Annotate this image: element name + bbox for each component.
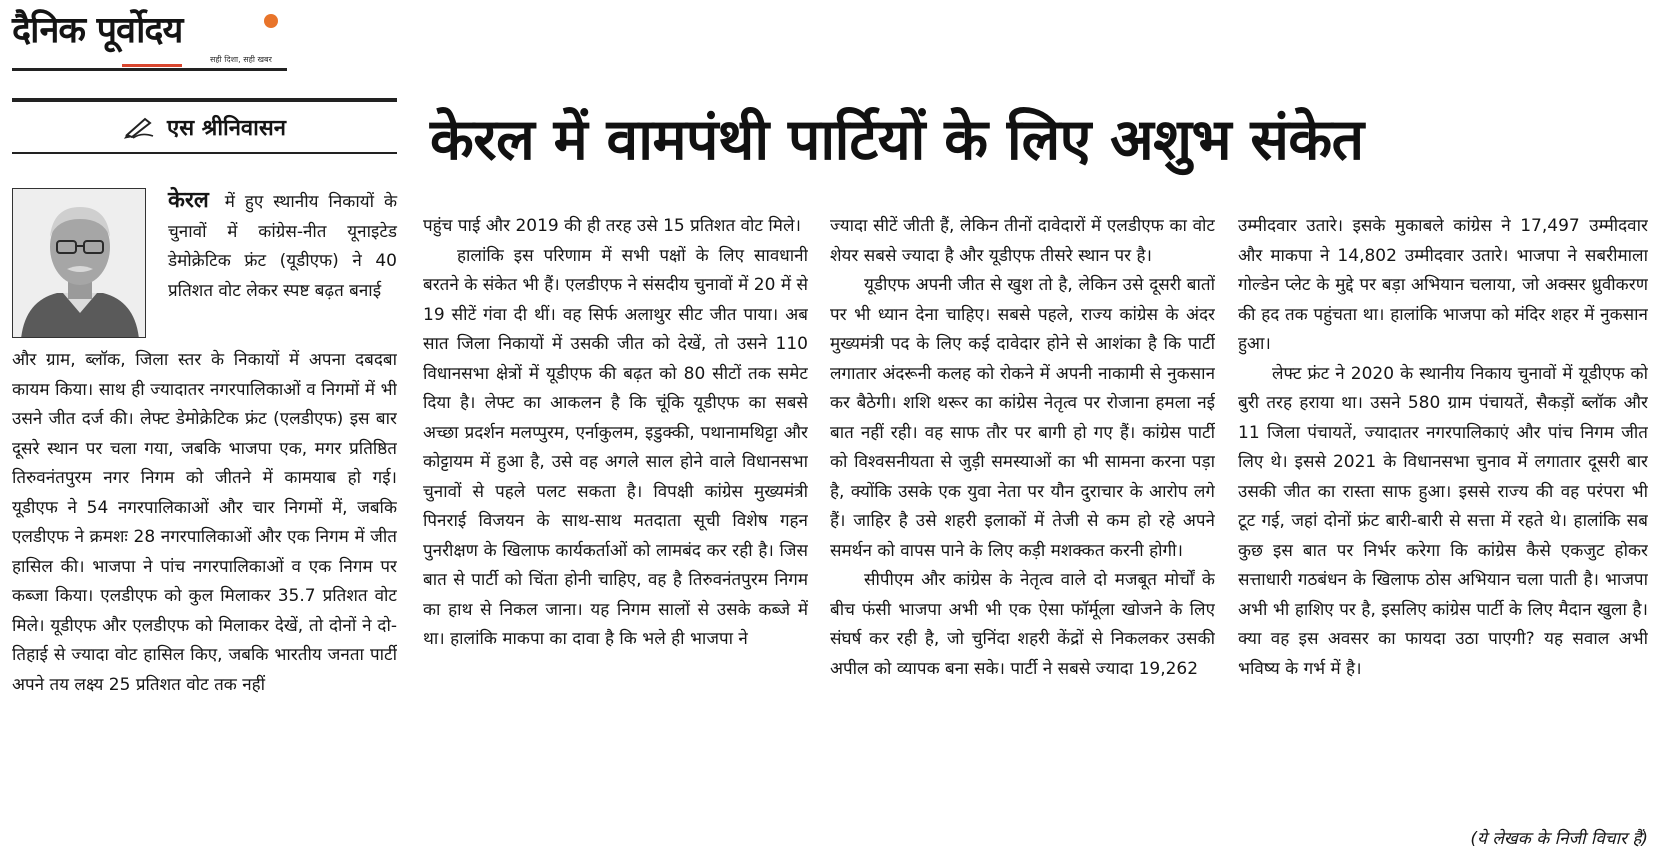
article-dropword: केरल [168,188,209,213]
article-paragraph: लेफ्ट फ्रंट ने 2020 के स्थानीय निकाय चुनावों में यूडीएफ को बुरी तरह हराया था। उसने 580 ग्राम पंचायतें, सैकड़ों ब्लॉक और 11 जिला पंचायतें, ज्यादातर नगरपालिकाएं और पांच निगम जीत लिए थे। इससे 2021 के विधानसभा चुनाव में लगातार दूसरी बार उसकी जीत का रास्ता साफ हुआ। इससे राज्य की वह परंपरा भी टूट गई, जहां दोनों फ्रंट बारी-बारी से सत्ता में रहते थे। हालांकि सब कुछ इस बात पर निर्भर करेगा कि कांग्रेस कैसे एकजुट होकर सत्ताधारी गठबंधन के खिलाफ ठोस अभियान चला पाती है। भाजपा अभी भी हाशिए पर है, इसलिए कांग्रेस पार्टी के लिए मैदान खुला है। क्या वह इस अवसर का फायदा उठा पाएगी? यह सवाल अभी भविष्य के गर्भ में है। [1238,363,1648,679]
article-paragraph: यूडीएफ अपनी जीत से खुश तो है, लेकिन उसे दूसरी बातों पर भी ध्यान देना चाहिए। सबसे पहले, राज्य कांग्रेस के अंदर मुख्यमंत्री पद के लिए कई दावेदार होने से आशंका है कि पार्टी लगातार अंदरूनी कलह को रोकने में अपनी नाकामी से नुकसान कर बैठेगी। शशि थरूर का कांग्रेस नेतृत्व पर रोजाना हमला नई बात नहीं रही। वह साफ तौर पर बागी हो गए हैं। कांग्रेस पार्टी को विश्वसनीयता से जुड़ी समस्याओं का भी सामना करना पड़ा है, क्योंकि उसके एक युवा नेता पर यौन दुराचार के आरोप लगे हैं। जाहिर है उसे शहरी इलाकों में तेजी से कम हो रहे अपने समर्थन को वापस पाने के लिए कड़ी मशक्कत करनी होगी। [830,275,1215,561]
article-paragraph: उम्मीदवार उतारे। इसके मुकाबले कांग्रेस ने 17,497 उम्मीदवार और माकपा ने 14,802 उम्मीदवार उतारे। भाजपा ने सबरीमाला गोल्डेन प्लेट के मुद्दे पर बड़ा अभियान चलाया, जो अक्सर ध्रुवीकरण की हद तक पहुंचता था। हालांकि भाजपा को मंदिर शहर में नुकसान हुआ। [1238,216,1648,354]
article-paragraph: ज्यादा सीटें जीती हैं, लेकिन तीनों दावेदारों में एलडीएफ का वोट शेयर सबसे ज्यादा है और यूडीएफ तीसरे स्थान पर है। [830,216,1215,266]
article-column-2 [423,212,808,852]
masthead-accent-rule [122,64,182,67]
byline [12,98,397,154]
article-intro [168,186,397,346]
article-paragraph: पहुंच पाई और 2019 की ही तरह उसे 15 प्रतिशत वोट मिले। [423,216,801,236]
author-disclaimer: (ये लेखक के निजी विचार हैं) [1470,829,1648,849]
newspaper-tagline: सही दिशा, सही खबर [210,55,272,64]
author-photo [12,188,146,338]
author-name: एस श्रीनिवासन [167,116,286,141]
article-column-3 [830,212,1215,852]
masthead [12,8,287,70]
article-intro-text: में हुए स्थानीय निकायों के चुनावों में कांग्रेस-नीत यूनाइटेड डेमोक्रेटिक फ्रंट (यूडीएफ) ने 40 प्रतिशत वोट लेकर स्पष्ट बढ़त बनाई [168,192,398,301]
article-column-4 [1238,212,1648,824]
article-column-1 [12,346,397,851]
newspaper-name: दैनिक पूर्वोदय [12,9,183,51]
masthead-rule [12,68,287,71]
article-paragraph: हालांकि इस परिणाम में सभी पक्षों के लिए सावधानी बरतने के संकेत भी हैं। एलडीएफ ने संसदीय चुनावों में 20 में से 19 सीटें गंवा दी थीं। वह सिर्फ अलाथुर सीट जीत पाया। अब सात जिला निकायों में उसकी जीत को देखें, तो उसने 110 विधानसभा क्षेत्रों में यूडीएफ की बढ़त को 80 सीटों तक समेट दिया है। लेफ्ट का आकलन है कि चूंकि यूडीएफ का सबसे अच्छा प्रदर्शन मलप्पुरम, एर्नाकुलम, इडुक्की, पथानामथिट्टा और कोट्टायम में हुआ है, उसे वह अगले साल होने वाले विधानसभा चुनावों से पहले पलट सकता है। विपक्षी कांग्रेस मुख्यमंत्री पिनराई विजयन के साथ-साथ मतदाता सूची विशेष गहन पुनरीक्षण के खिलाफ कार्यकर्ताओं को लामबंद कर रही है। जिस बात से पार्टी को चिंता होनी चाहिए, वह है तिरुवनंतपुरम निगम का हाथ से निकल जाना। यह निगम सालों से उसके कब्जे में था। हालांकि माकपा का दावा है कि भले ही भाजपा ने [423,245,808,649]
headline: केरल में वामपंथी पार्टियों के लिए अशुभ संकेत [430,107,1364,173]
pen-icon [123,115,157,139]
article-paragraph: और ग्राम, ब्लॉक, जिला स्तर के निकायों में अपना दबदबा कायम किया। साथ ही ज्यादातर नगरपालिकाओं व निगमों में भी उसने जीत दर्ज की। लेफ्ट डेमोक्रेटिक फ्रंट (एलडीएफ) इस बार दूसरे स्थान पर चला गया, जबकि भाजपा एक, मगर प्रतिष्ठित तिरुवनंतपुरम नगर निगम को जीतने में कामयाब हो गई। यूडीएफ ने 54 नगरपालिकाओं और चार निगमों में, जबकि एलडीएफ ने क्रमशः 28 नगरपालिकाओं और एक निगम में जीत हासिल की। भाजपा ने पांच नगरपालिकाओं व एक निगम पर कब्जा किया। एलडीएफ को कुल मिलाकर 35.7 प्रतिशत वोट मिले। यूडीएफ और एलडीएफ को मिलाकर देखें, तो दोनों ने दो-तिहाई से ज्यादा वोट हासिल किए, जबकि भारतीय जनता पार्टी अपने तय लक्ष्य 25 प्रतिशत वोट तक नहीं [12,350,397,695]
masthead-logo-dot [264,14,278,28]
article-paragraph: सीपीएम और कांग्रेस के नेतृत्व वाले दो मजबूत मोर्चों के बीच फंसी भाजपा अभी भी एक ऐसा फॉर्मूला खोजने के लिए संघर्ष कर रही है, जो चुनिंदा शहरी केंद्रों से निकलकर उसकी अपील को व्यापक बना सके। पार्टी ने सबसे ज्यादा 19,262 [830,570,1215,679]
